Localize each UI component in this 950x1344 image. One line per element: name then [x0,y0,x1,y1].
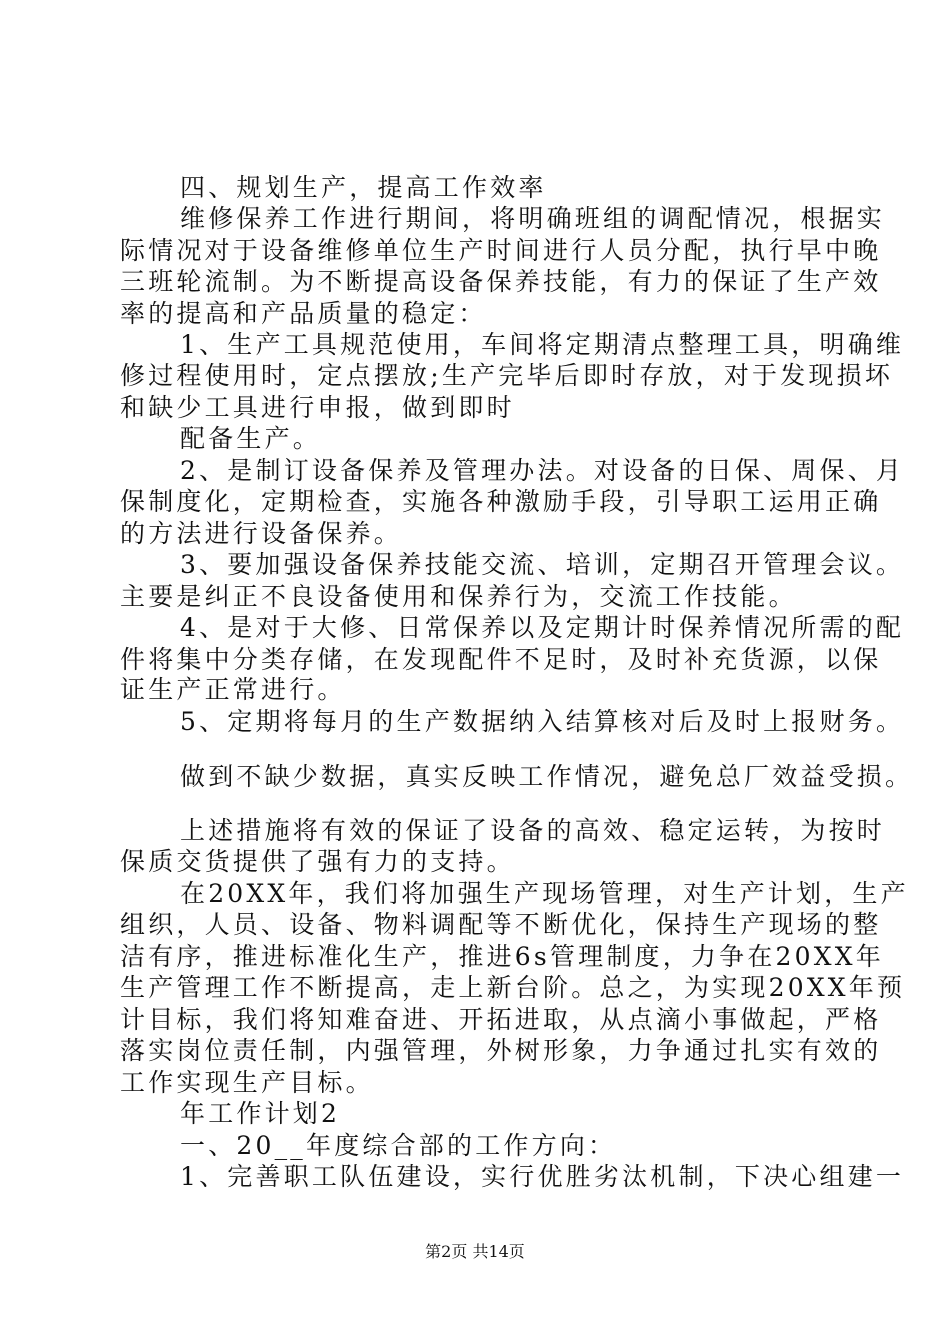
text-line: 1、生产工具规范使用，车间将定期清点整理工具，明确维 [180,330,905,359]
text-line: 和缺少工具进行申报，做到即时 [120,393,515,422]
text-line: 生产管理工作不断提高，走上新台阶。总之，为实现20XX年预 [120,973,906,1002]
text-line: 四、规划生产，提高工作效率 [180,173,547,202]
text-line: 主要是纠正不良设备使用和保养行为，交流工作技能。 [120,582,797,611]
text-line: 件将集中分类存储，在发现配件不足时，及时补充货源，以保 [120,645,882,674]
text-line: 证生产正常进行。 [120,675,346,704]
page-number-label: 第2页 共14页 [425,1242,525,1261]
text-line: 3、要加强设备保养技能交流、培训，定期召开管理会议。 [180,550,905,579]
text-line: 保质交货提供了强有力的支持。 [120,847,515,876]
text-line: 5、定期将每月的生产数据纳入结算核对后及时上报财务。 [180,707,905,736]
text-line: 维修保养工作进行期间，将明确班组的调配情况，根据实 [180,204,886,233]
text-line: 洁有序，推进标准化生产，推进6s管理制度，力争在20XX年 [120,942,884,971]
text-line: 三班轮流制。为不断提高设备保养技能，有力的保证了生产效 [120,267,882,296]
text-line: 保制度化，定期检查，实施各种激励手段，引导职工运用正确 [120,487,882,516]
text-line: 工作实现生产目标。 [120,1068,374,1097]
text-line: 一、20__年度综合部的工作方向： [180,1131,617,1160]
text-line: 做到不缺少数据，真实反映工作情况，避免总厂效益受损。 [180,762,914,791]
text-line: 计目标，我们将知难奋进、开拓进取，从点滴小事做起，严格 [120,1005,882,1034]
text-line: 4、是对于大修、日常保养以及定期计时保养情况所需的配 [180,613,905,642]
text-line: 率的提高和产品质量的稳定： [120,299,487,328]
text-line: 配备生产。 [180,424,322,453]
text-line: 际情况对于设备维修单位生产时间进行人员分配，执行早中晚 [120,236,882,265]
text-line: 年工作计划2 [180,1099,341,1128]
text-line: 上述措施将有效的保证了设备的高效、稳定运转，为按时 [180,816,886,845]
text-line: 组织，人员、设备、物料调配等不断优化，保持生产现场的整 [120,910,882,939]
page-footer [0,1242,950,1262]
text-line: 2、是制订设备保养及管理办法。对设备的日保、周保、月 [180,456,905,485]
text-line: 在20XX年，我们将加强生产现场管理，对生产计划，生产 [180,879,909,908]
text-line: 1、完善职工队伍建设，实行优胜劣汰机制，下决心组建一 [180,1162,905,1191]
text-line: 修过程使用时，定点摆放;生产完毕后即时存放，对于发现损坏 [120,361,894,390]
text-line: 的方法进行设备保养。 [120,519,403,548]
text-line: 落实岗位责任制，内强管理，外树形象，力争通过扎实有效的 [120,1036,882,1065]
